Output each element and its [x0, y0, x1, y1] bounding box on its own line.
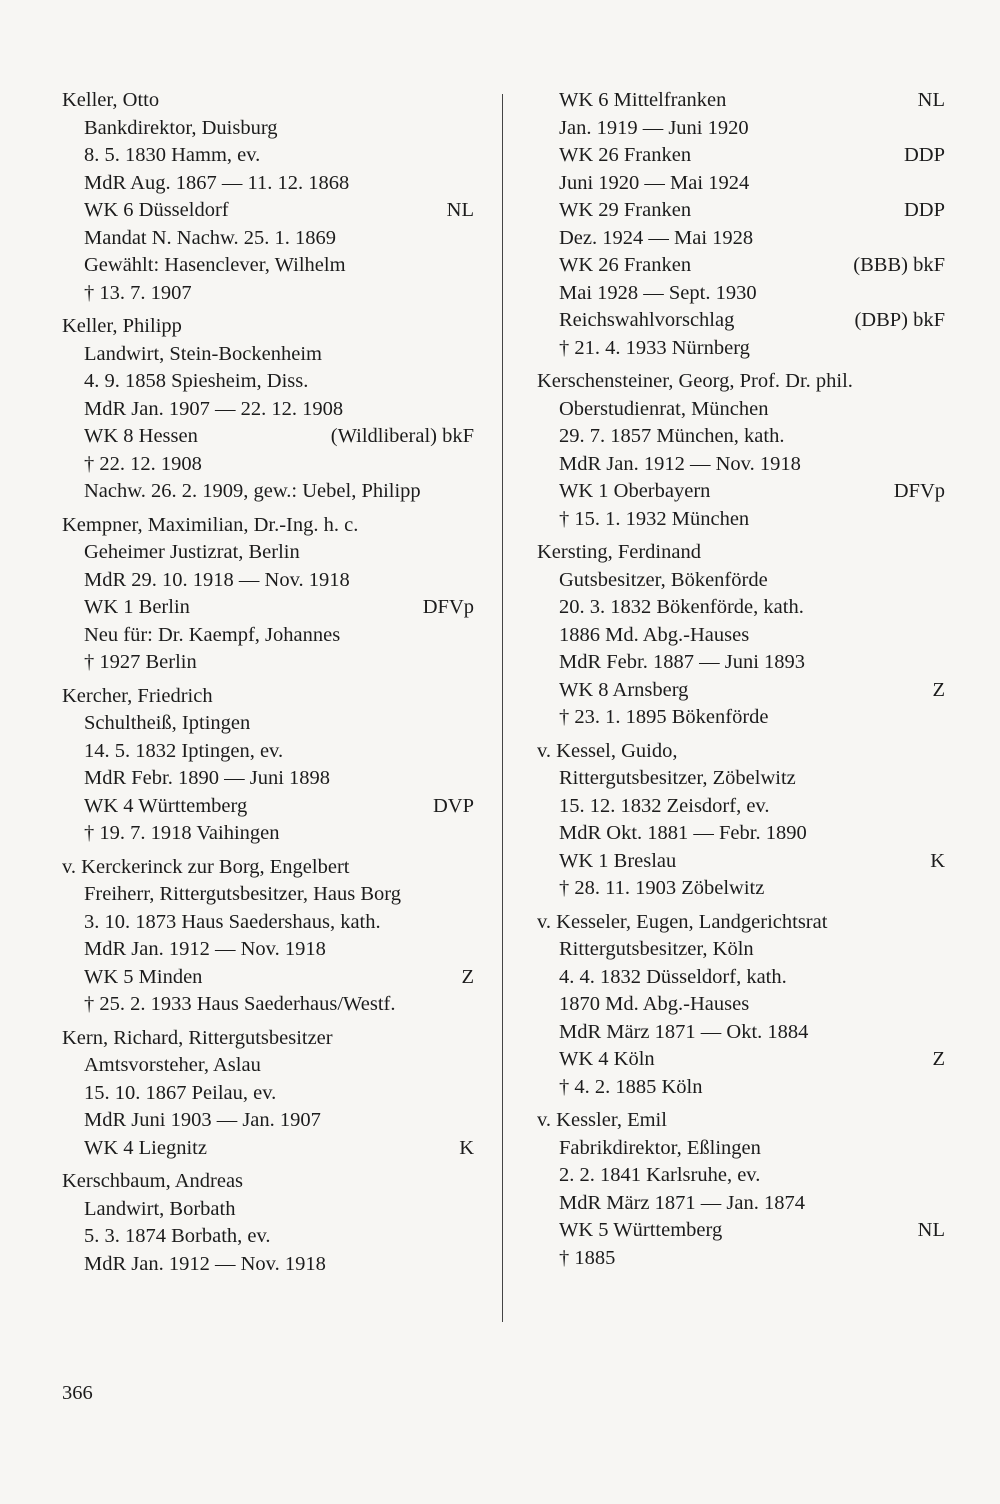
- entry-line: [62, 1223, 474, 1251]
- entry-text: Kerschbaum, Andreas: [62, 1170, 244, 1192]
- entry-text: Mai 1928 — Sept. 1930: [559, 281, 757, 304]
- entry-text: v. Kerckerinck zur Borg, Engelbert: [62, 855, 350, 878]
- party-tag: Z: [932, 1048, 945, 1070]
- entry-line: [62, 341, 474, 369]
- entry-text: † 13. 7. 1907: [84, 281, 192, 304]
- entry-line: [62, 1107, 474, 1135]
- page-number: 366: [62, 1382, 93, 1404]
- biography-entry: [62, 313, 474, 506]
- entry-text: MdR Jan. 1912 — Nov. 1918: [559, 452, 801, 475]
- entry-line: [62, 396, 474, 424]
- entry-line: [537, 1046, 945, 1074]
- party-tag: (Wildliberal) bkF: [330, 425, 474, 447]
- entry-line: [537, 1135, 945, 1163]
- entry-line: [62, 142, 474, 170]
- entry-line: [62, 1052, 474, 1080]
- entry-text: Fabrikdirektor, Eßlingen: [559, 1136, 761, 1159]
- entry-text: Nachw. 26. 2. 1909, gew.: Uebel, Philipp: [84, 480, 421, 502]
- entry-line: [537, 115, 945, 143]
- entry-line: [537, 197, 945, 225]
- entry-text: Kempner, Maximilian, Dr.-Ing. h. c.: [62, 513, 359, 536]
- entry-text: † 21. 4. 1933 Nürnberg: [559, 336, 750, 359]
- entry-line: [537, 567, 945, 595]
- biography-entry: [62, 87, 474, 307]
- entry-line: [537, 765, 945, 793]
- entry-text: WK 29 Franken: [559, 199, 692, 221]
- entry-name: [62, 1168, 474, 1196]
- entry-text: † 23. 1. 1895 Bökenförde: [559, 706, 769, 728]
- entry-line: [537, 1245, 945, 1273]
- entry-name: [62, 1025, 474, 1053]
- biography-entry: [62, 512, 474, 677]
- entry-name: [537, 539, 945, 567]
- entry-line: [537, 875, 945, 903]
- entry-text: Kerschensteiner, Georg, Prof. Dr. phil.: [537, 370, 853, 392]
- entry-line: [62, 594, 474, 622]
- entry-line: [537, 423, 945, 451]
- entry-line: [537, 1217, 945, 1245]
- biography-entry: [537, 738, 945, 903]
- entry-line: [62, 423, 474, 451]
- entry-text: 14. 5. 1832 Iptingen, ev.: [84, 739, 284, 762]
- entry-text: MdR Jan. 1912 — Nov. 1918: [84, 938, 326, 960]
- entry-line: [537, 451, 945, 479]
- biography-entry: [537, 1107, 945, 1272]
- entry-line: [537, 704, 945, 732]
- entry-line: [537, 252, 945, 280]
- entry-line: [62, 368, 474, 396]
- entry-text: † 28. 11. 1903 Zöbelwitz: [559, 877, 765, 899]
- entry-line: [62, 738, 474, 766]
- entry-line: [537, 820, 945, 848]
- entry-text: WK 4 Württemberg: [84, 794, 248, 817]
- entry-line: [62, 909, 474, 937]
- entry-text: 3. 10. 1873 Haus Saedershaus, kath.: [84, 910, 381, 933]
- party-tag: K: [930, 849, 945, 872]
- party-tag: DVP: [432, 794, 474, 817]
- entry-text: MdR Okt. 1881 — Febr. 1890: [559, 822, 807, 844]
- entry-line: [62, 649, 474, 677]
- entry-line: [62, 765, 474, 793]
- entry-text: WK 8 Arnsberg: [559, 678, 689, 701]
- biography-entry: [537, 539, 945, 732]
- entry-line: [62, 820, 474, 848]
- entry-text: 29. 7. 1857 München, kath.: [559, 425, 785, 447]
- entry-text: † 4. 2. 1885 Köln: [559, 1075, 703, 1098]
- entry-text: 15. 10. 1867 Peilau, ev.: [84, 1081, 277, 1104]
- biography-entry: [62, 1168, 474, 1278]
- entry-text: Neu für: Dr. Kaempf, Johannes: [84, 623, 341, 646]
- entry-text: MdR März 1871 — Jan. 1874: [559, 1191, 805, 1214]
- entry-line: [537, 991, 945, 1019]
- entry-line: [537, 594, 945, 622]
- entry-name: [537, 738, 945, 766]
- entry-text: Amtsvorsteher, Aslau: [84, 1054, 261, 1076]
- entry-line: [62, 280, 474, 308]
- entry-text: WK 4 Köln: [559, 1048, 655, 1070]
- entry-text: Reichswahlvorschlag: [559, 309, 735, 331]
- entry-name: [62, 87, 474, 115]
- entry-text: WK 1 Breslau: [559, 849, 677, 872]
- entry-text: WK 8 Hessen: [84, 425, 198, 447]
- entry-line: [62, 710, 474, 738]
- entry-line: [62, 478, 474, 506]
- entry-text: Kern, Richard, Rittergutsbesitzer: [62, 1026, 333, 1049]
- entry-line: [537, 170, 945, 198]
- entry-text: Geheimer Justizrat, Berlin: [84, 541, 300, 563]
- entry-text: WK 1 Berlin: [84, 596, 190, 618]
- entry-text: WK 5 Minden: [84, 965, 203, 988]
- entry-line: [62, 936, 474, 964]
- entry-text: Rittergutsbesitzer, Köln: [559, 938, 754, 960]
- entry-text: † 19. 7. 1918 Vaihingen: [84, 822, 280, 844]
- entry-line: [62, 115, 474, 143]
- entry-name: [537, 1107, 945, 1135]
- entry-line: [537, 1162, 945, 1190]
- entry-text: MdR 29. 10. 1918 — Nov. 1918: [84, 568, 350, 591]
- party-tag: NL: [446, 199, 474, 221]
- party-tag: DFVp: [893, 480, 945, 502]
- entry-line: [62, 1135, 474, 1163]
- entry-text: 8. 5. 1830 Hamm, ev.: [84, 144, 261, 166]
- entry-line: [537, 396, 945, 424]
- entry-text: Juni 1920 — Mai 1924: [559, 171, 750, 194]
- entry-line: [537, 848, 945, 876]
- biography-entry: [537, 909, 945, 1102]
- entry-text: Schultheiß, Iptingen: [84, 712, 251, 734]
- entry-line: [537, 225, 945, 253]
- entry-text: 2. 2. 1841 Karlsruhe, ev.: [559, 1164, 761, 1186]
- entry-line: [537, 677, 945, 705]
- entry-line: [62, 964, 474, 992]
- party-tag: NL: [917, 89, 945, 111]
- entry-text: MdR Aug. 1867 — 11. 12. 1868: [84, 171, 350, 194]
- entry-text: Mandat N. Nachw. 25. 1. 1869: [84, 226, 337, 249]
- entry-text: 1870 Md. Abg.-Hauses: [559, 993, 750, 1015]
- biography-entry: [62, 1025, 474, 1163]
- entry-name: [62, 854, 474, 882]
- entry-text: WK 5 Württemberg: [559, 1219, 723, 1241]
- entry-text: Landwirt, Stein-Bockenheim: [84, 342, 322, 365]
- entry-line: [537, 1074, 945, 1102]
- entry-line: [537, 649, 945, 677]
- entry-name: [62, 512, 474, 540]
- entry-text: v. Kessler, Emil: [537, 1109, 667, 1131]
- entry-text: v. Kesseler, Eugen, Landgerichtsrat: [537, 910, 828, 933]
- entry-text: 4. 4. 1832 Düsseldorf, kath.: [559, 965, 787, 988]
- biography-entry: [537, 87, 945, 362]
- party-tag: K: [459, 1136, 474, 1159]
- entry-line: [62, 197, 474, 225]
- entry-text: Keller, Otto: [62, 89, 160, 111]
- biography-entry: [537, 368, 945, 533]
- entry-text: 15. 12. 1832 Zeisdorf, ev.: [559, 794, 770, 817]
- entry-line: [62, 793, 474, 821]
- entry-text: 1886 Md. Abg.-Hauses: [559, 623, 750, 646]
- party-tag: (DBP) bkF: [854, 309, 945, 331]
- entry-line: [62, 539, 474, 567]
- entry-text: WK 6 Düsseldorf: [84, 199, 229, 221]
- entry-line: [62, 567, 474, 595]
- party-tag: Z: [932, 678, 945, 701]
- entry-text: v. Kessel, Guido,: [537, 739, 678, 762]
- entry-line: [537, 506, 945, 534]
- entry-text: Freiherr, Rittergutsbesitzer, Haus Borg: [84, 883, 401, 905]
- entry-line: [537, 478, 945, 506]
- left-column: [62, 87, 474, 1284]
- entry-line: [62, 451, 474, 479]
- party-tag: DFVp: [422, 596, 474, 618]
- entry-text: Kercher, Friedrich: [62, 684, 213, 707]
- entry-text: MdR März 1871 — Okt. 1884: [559, 1020, 809, 1043]
- entry-text: MdR Jan. 1907 — 22. 12. 1908: [84, 397, 344, 420]
- party-tag: DDP: [903, 199, 945, 221]
- entry-line: [537, 1019, 945, 1047]
- entry-text: Gutsbesitzer, Bökenförde: [559, 568, 768, 591]
- entry-line: [537, 1190, 945, 1218]
- entry-text: WK 6 Mittelfranken: [559, 89, 727, 111]
- entry-text: † 1885: [559, 1246, 616, 1269]
- entry-text: MdR Jan. 1912 — Nov. 1918: [84, 1252, 326, 1275]
- entry-text: MdR Febr. 1887 — Juni 1893: [559, 651, 806, 673]
- biography-entry: [62, 854, 474, 1019]
- entry-text: Gewählt: Hasenclever, Wilhelm: [84, 254, 346, 276]
- entry-text: MdR Febr. 1890 — Juni 1898: [84, 767, 331, 789]
- entry-line: [537, 142, 945, 170]
- party-tag: NL: [917, 1219, 945, 1241]
- right-column: [537, 87, 945, 1278]
- entry-text: Kersting, Ferdinand: [537, 541, 701, 563]
- entry-line: [537, 964, 945, 992]
- entry-text: Oberstudienrat, München: [559, 397, 769, 420]
- entry-line: [62, 991, 474, 1019]
- entry-text: Landwirt, Borbath: [84, 1197, 236, 1220]
- party-tag: Z: [461, 965, 474, 988]
- entry-name: [62, 683, 474, 711]
- entry-text: † 22. 12. 1908: [84, 452, 202, 475]
- entry-text: 4. 9. 1858 Spiesheim, Diss.: [84, 370, 309, 392]
- biography-entry: [62, 683, 474, 848]
- entry-line: [62, 622, 474, 650]
- party-tag: DDP: [903, 144, 945, 166]
- entry-text: † 15. 1. 1932 München: [559, 507, 750, 530]
- entry-text: † 25. 2. 1933 Haus Saederhaus/Westf.: [84, 993, 396, 1015]
- entry-text: Keller, Philipp: [62, 315, 182, 337]
- entry-line: [537, 622, 945, 650]
- entry-line: [537, 936, 945, 964]
- entry-line: [62, 252, 474, 280]
- entry-text: 20. 3. 1832 Bökenförde, kath.: [559, 596, 804, 618]
- entry-text: WK 26 Franken: [559, 254, 692, 276]
- entry-text: Dez. 1924 — Mai 1928: [559, 226, 754, 249]
- entry-line: [62, 225, 474, 253]
- entry-line: [537, 335, 945, 363]
- entry-line: [62, 881, 474, 909]
- entry-line: [537, 280, 945, 308]
- entry-line: [62, 170, 474, 198]
- entry-text: Rittergutsbesitzer, Zöbelwitz: [559, 767, 796, 789]
- entry-line: [62, 1196, 474, 1224]
- entry-text: Jan. 1919 — Juni 1920: [559, 116, 749, 139]
- entry-name: [62, 313, 474, 341]
- party-tag: (BBB) bkF: [853, 254, 945, 276]
- entry-line: [537, 307, 945, 335]
- entry-line: [62, 1251, 474, 1279]
- entry-name: [537, 368, 945, 396]
- column-divider: [502, 94, 503, 1322]
- entry-line: [537, 87, 945, 115]
- entry-text: Bankdirektor, Duisburg: [84, 116, 278, 139]
- entry-name: [537, 909, 945, 937]
- entry-text: WK 26 Franken: [559, 144, 692, 166]
- entry-text: 5. 3. 1874 Borbath, ev.: [84, 1225, 271, 1247]
- entry-text: WK 4 Liegnitz: [84, 1136, 207, 1159]
- entry-text: WK 1 Oberbayern: [559, 480, 711, 502]
- entry-text: † 1927 Berlin: [84, 651, 197, 673]
- entry-text: MdR Juni 1903 — Jan. 1907: [84, 1109, 321, 1131]
- entry-line: [62, 1080, 474, 1108]
- entry-line: [537, 793, 945, 821]
